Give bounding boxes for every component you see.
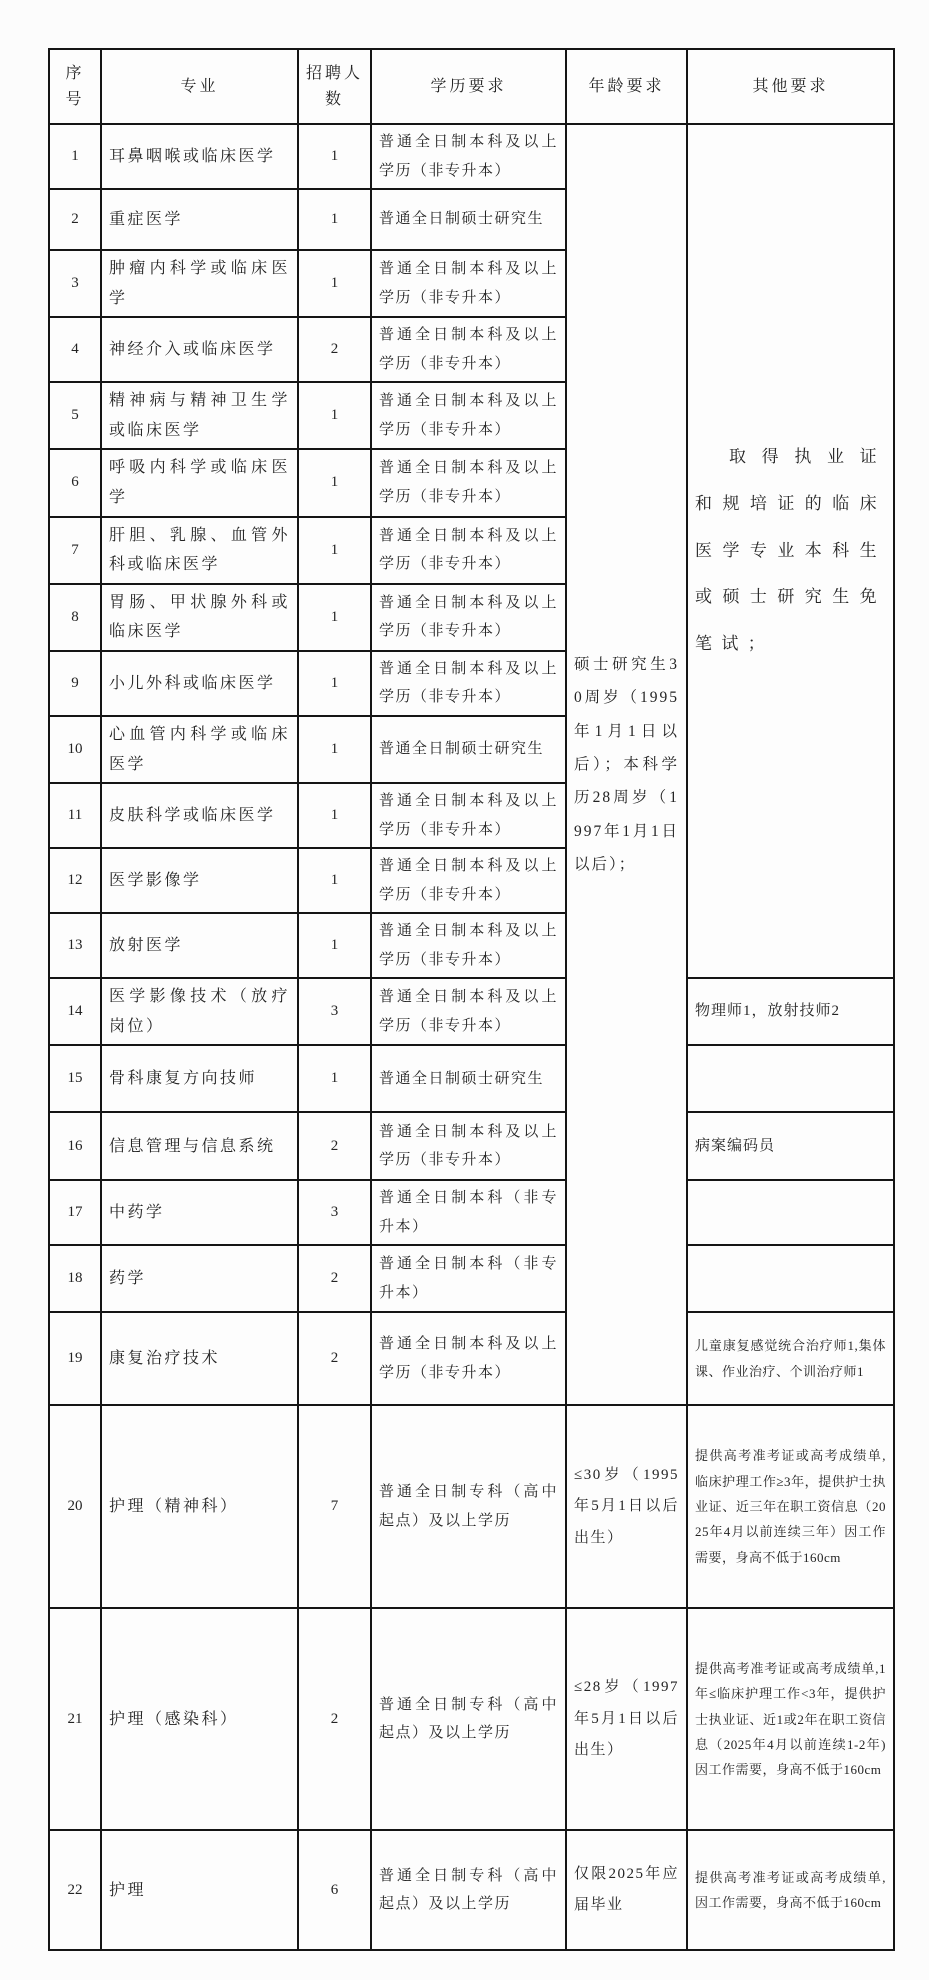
header-other-required: 其他要求 xyxy=(687,49,894,124)
serial-number-cell: 8 xyxy=(49,584,101,651)
major-cell: 中药学 xyxy=(101,1180,298,1245)
serial-number-cell: 11 xyxy=(49,783,101,848)
education-cell: 普通全日制硕士研究生 xyxy=(371,189,566,250)
education-cell: 普通全日制专科（高中起点）及以上学历 xyxy=(371,1830,566,1950)
recruit-count-cell: 3 xyxy=(298,978,371,1045)
serial-number-cell: 19 xyxy=(49,1312,101,1405)
age-requirement-cell: ≤28岁（1997年5月1日以后出生） xyxy=(566,1608,687,1830)
other-requirement-cell: 提供高考准考证或高考成绩单,因工作需要，身高不低于160cm xyxy=(687,1830,894,1950)
education-cell: 普通全日制本科及以上学历（非专升本） xyxy=(371,250,566,317)
education-cell: 普通全日制本科及以上学历（非专升本） xyxy=(371,978,566,1045)
education-cell: 普通全日制本科（非专升本） xyxy=(371,1245,566,1312)
serial-number-cell: 2 xyxy=(49,189,101,250)
education-cell: 普通全日制本科及以上学历（非专升本） xyxy=(371,382,566,449)
recruit-count-cell: 7 xyxy=(298,1405,371,1608)
serial-number-cell: 4 xyxy=(49,317,101,382)
serial-number-cell: 18 xyxy=(49,1245,101,1312)
other-requirement-cell xyxy=(687,1180,894,1245)
major-cell: 护理（感染科） xyxy=(101,1608,298,1830)
recruit-count-cell: 1 xyxy=(298,651,371,716)
major-cell: 肝胆、乳腺、血管外科或临床医学 xyxy=(101,517,298,584)
table-row xyxy=(49,978,894,1045)
major-cell: 神经介入或临床医学 xyxy=(101,317,298,382)
serial-number-cell: 10 xyxy=(49,716,101,783)
recruit-count-cell: 1 xyxy=(298,449,371,516)
serial-number-cell: 20 xyxy=(49,1405,101,1608)
serial-number-cell: 6 xyxy=(49,449,101,516)
major-cell: 医学影像技术（放疗岗位） xyxy=(101,978,298,1045)
recruit-count-cell: 1 xyxy=(298,189,371,250)
other-requirement-cell: 提供高考准考证或高考成绩单,临床护理工作≥3年，提供护士执业证、近三年在职工资信息（2025年4月以前连续三年）因工作需要，身高不低于160cm xyxy=(687,1405,894,1608)
recruit-count-cell: 2 xyxy=(298,1245,371,1312)
recruit-count-cell: 2 xyxy=(298,1312,371,1405)
table-row xyxy=(49,1045,894,1112)
major-cell: 耳鼻咽喉或临床医学 xyxy=(101,124,298,189)
major-cell: 信息管理与信息系统 xyxy=(101,1112,298,1180)
major-cell: 医学影像学 xyxy=(101,848,298,913)
major-cell: 药学 xyxy=(101,1245,298,1312)
serial-number-cell: 13 xyxy=(49,913,101,978)
recruit-count-cell: 1 xyxy=(298,517,371,584)
education-cell: 普通全日制专科（高中起点）及以上学历 xyxy=(371,1405,566,1608)
recruitment-positions-table xyxy=(48,48,895,1951)
serial-number-cell: 5 xyxy=(49,382,101,449)
table-row xyxy=(49,1112,894,1180)
major-cell: 小儿外科或临床医学 xyxy=(101,651,298,716)
table-row xyxy=(49,1312,894,1405)
education-cell: 普通全日制本科及以上学历（非专升本） xyxy=(371,449,566,516)
table-row xyxy=(49,1405,894,1608)
major-cell: 重症医学 xyxy=(101,189,298,250)
major-cell: 呼吸内科学或临床医学 xyxy=(101,449,298,516)
education-cell: 普通全日制本科及以上学历（非专升本） xyxy=(371,1112,566,1180)
age-requirement-cell: ≤30岁（1995年5月1日以后出生） xyxy=(566,1405,687,1608)
other-requirement-cell: 物理师1，放射技师2 xyxy=(687,978,894,1045)
other-requirement-cell: 提供高考准考证或高考成绩单,1年≤临床护理工作<3年，提供护士执业证、近1或2年在职工资信息（2025年4月以前连续1-2年)因工作需要，身高不低于160cm xyxy=(687,1608,894,1830)
recruit-count-cell: 1 xyxy=(298,783,371,848)
serial-number-cell: 3 xyxy=(49,250,101,317)
recruit-count-cell: 2 xyxy=(298,1608,371,1830)
recruit-count-cell: 3 xyxy=(298,1180,371,1245)
recruit-count-cell: 1 xyxy=(298,716,371,783)
major-cell: 胃肠、甲状腺外科或临床医学 xyxy=(101,584,298,651)
serial-number-cell: 9 xyxy=(49,651,101,716)
education-cell: 普通全日制本科（非专升本） xyxy=(371,1180,566,1245)
table-row xyxy=(49,1608,894,1830)
serial-number-cell: 22 xyxy=(49,1830,101,1950)
major-cell: 精神病与精神卫生学或临床医学 xyxy=(101,382,298,449)
major-cell: 肿瘤内科学或临床医学 xyxy=(101,250,298,317)
education-cell: 普通全日制本科及以上学历（非专升本） xyxy=(371,317,566,382)
education-cell: 普通全日制本科及以上学历（非专升本） xyxy=(371,517,566,584)
recruit-count-cell: 1 xyxy=(298,382,371,449)
education-cell: 普通全日制本科及以上学历（非专升本） xyxy=(371,913,566,978)
education-cell: 普通全日制本科及以上学历（非专升本） xyxy=(371,848,566,913)
recruit-count-cell: 1 xyxy=(298,913,371,978)
table-row xyxy=(49,1180,894,1245)
serial-number-cell: 16 xyxy=(49,1112,101,1180)
education-cell: 普通全日制本科及以上学历（非专升本） xyxy=(371,783,566,848)
education-cell: 普通全日制本科及以上学历（非专升本） xyxy=(371,584,566,651)
age-requirement-merged-cell: 硕士研究生30周岁（1995年1月1日以后）；本科学历28周岁（1997年1月1日以后）； xyxy=(566,124,687,1405)
table-row xyxy=(49,124,894,189)
header-major: 专业 xyxy=(101,49,298,124)
recruit-count-cell: 1 xyxy=(298,584,371,651)
other-requirement-merged-cell: 取得执业证和规培证的临床医学专业本科生或硕士研究生免笔试； xyxy=(687,124,894,978)
education-cell: 普通全日制本科及以上学历（非专升本） xyxy=(371,124,566,189)
education-cell: 普通全日制本科及以上学历（非专升本） xyxy=(371,1312,566,1405)
table-row xyxy=(49,1245,894,1312)
serial-number-cell: 1 xyxy=(49,124,101,189)
recruit-count-cell: 2 xyxy=(298,317,371,382)
education-cell: 普通全日制硕士研究生 xyxy=(371,716,566,783)
serial-number-cell: 15 xyxy=(49,1045,101,1112)
recruit-count-cell: 1 xyxy=(298,250,371,317)
header-education-required: 学历要求 xyxy=(371,49,566,124)
header-serial-number: 序号 xyxy=(49,49,101,124)
education-cell: 普通全日制本科及以上学历（非专升本） xyxy=(371,651,566,716)
age-requirement-cell: 仅限2025年应届毕业 xyxy=(566,1830,687,1950)
recruit-count-cell: 2 xyxy=(298,1112,371,1180)
header-recruit-count: 招聘人数 xyxy=(298,49,371,124)
recruit-count-cell: 1 xyxy=(298,1045,371,1112)
other-requirement-cell xyxy=(687,1245,894,1312)
serial-number-cell: 7 xyxy=(49,517,101,584)
serial-number-cell: 12 xyxy=(49,848,101,913)
major-cell: 皮肤科学或临床医学 xyxy=(101,783,298,848)
table-header-row xyxy=(49,49,894,124)
major-cell: 骨科康复方向技师 xyxy=(101,1045,298,1112)
serial-number-cell: 14 xyxy=(49,978,101,1045)
education-cell: 普通全日制专科（高中起点）及以上学历 xyxy=(371,1608,566,1830)
major-cell: 护理（精神科） xyxy=(101,1405,298,1608)
other-requirement-cell: 儿童康复感觉统合治疗师1,集体课、作业治疗、个训治疗师1 xyxy=(687,1312,894,1405)
other-requirement-cell: 病案编码员 xyxy=(687,1112,894,1180)
header-age-required: 年龄要求 xyxy=(566,49,687,124)
major-cell: 心血管内科学或临床医学 xyxy=(101,716,298,783)
other-requirement-cell xyxy=(687,1045,894,1112)
recruit-count-cell: 1 xyxy=(298,124,371,189)
table-body xyxy=(49,124,894,1950)
major-cell: 放射医学 xyxy=(101,913,298,978)
recruit-count-cell: 1 xyxy=(298,848,371,913)
serial-number-cell: 21 xyxy=(49,1608,101,1830)
major-cell: 康复治疗技术 xyxy=(101,1312,298,1405)
major-cell: 护理 xyxy=(101,1830,298,1950)
table-row xyxy=(49,1830,894,1950)
education-cell: 普通全日制硕士研究生 xyxy=(371,1045,566,1112)
serial-number-cell: 17 xyxy=(49,1180,101,1245)
recruit-count-cell: 6 xyxy=(298,1830,371,1950)
